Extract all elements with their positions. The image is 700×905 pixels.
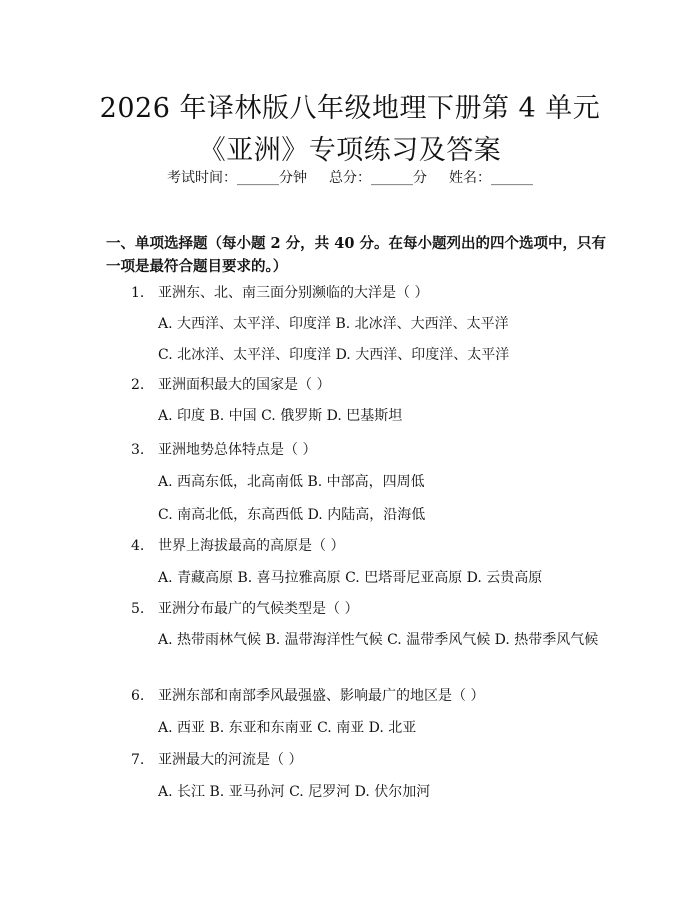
question-text: 世界上海拔最高的高原是（ ） <box>158 538 345 554</box>
question-text: 亚洲东、北、南三面分别濒临的大洋是（ ） <box>158 285 429 301</box>
question-2-options: A. 印度 B. 中国 C. 俄罗斯 D. 巴基斯坦 <box>158 408 403 424</box>
question-5-options: A. 热带雨林气候 B. 温带海洋性气候 C. 温带季风气候 D. 热带季风气候 <box>158 632 599 648</box>
question-6-options: A. 西亚 B. 东亚和东南亚 C. 南亚 D. 北亚 <box>158 720 417 736</box>
question-text: 亚洲地势总体特点是（ ） <box>158 442 317 458</box>
total-score-field: 总分：______分 <box>329 170 427 186</box>
section-heading: 一、单项选择题（每小题 2 分，共 40 分。在每小题列出的四个选项中，只有一项是最符合题目要求的。） <box>106 235 606 275</box>
question-text: 亚洲东部和南部季风最强盛、影响最广的地区是（ ） <box>158 688 485 704</box>
question-text: 亚洲分布最广的气候类型是（ ） <box>158 601 359 617</box>
question-number: 4. <box>131 538 145 554</box>
question-number: 2. <box>131 377 145 393</box>
question-3-options-line-1: A. 西高东低，北高南低 B. 中部高，四周低 <box>158 474 425 490</box>
question-text: 亚洲面积最大的国家是（ ） <box>158 377 331 393</box>
question-number: 7. <box>131 752 145 768</box>
question-4-options: A. 青藏高原 B. 喜马拉雅高原 C. 巴塔哥尼亚高原 D. 云贵高原 <box>158 570 543 586</box>
question-7 <box>131 750 302 770</box>
question-6 <box>131 686 484 706</box>
question-1-options-line-1: A. 大西洋、太平洋、印度洋 B. 北冰洋、大西洋、太平洋 <box>158 316 509 332</box>
question-5 <box>131 599 358 619</box>
question-number: 1. <box>131 285 145 301</box>
exam-info-line <box>0 168 700 188</box>
question-number: 3. <box>131 442 145 458</box>
exam-time-field: 考试时间：______分钟 <box>167 170 307 186</box>
question-number: 5. <box>131 601 145 617</box>
question-3 <box>131 440 316 460</box>
question-1 <box>131 283 428 303</box>
question-3-options-line-2: C. 南高北低，东高西低 D. 内陆高，沿海低 <box>158 507 426 523</box>
question-4 <box>131 536 344 556</box>
question-number: 6. <box>131 688 145 704</box>
question-text: 亚洲最大的河流是（ ） <box>158 752 303 768</box>
question-1-options-line-2: C. 北冰洋、太平洋、印度洋 D. 大西洋、印度洋、太平洋 <box>158 347 510 363</box>
student-name-field: 姓名：______ <box>449 170 533 186</box>
question-7-options: A. 长江 B. 亚马孙河 C. 尼罗河 D. 伏尔加河 <box>158 784 431 800</box>
question-2 <box>131 375 330 395</box>
document-title: 2026 年译林版八年级地理下册第 4 单元《亚洲》专项练习及答案 <box>99 93 601 166</box>
